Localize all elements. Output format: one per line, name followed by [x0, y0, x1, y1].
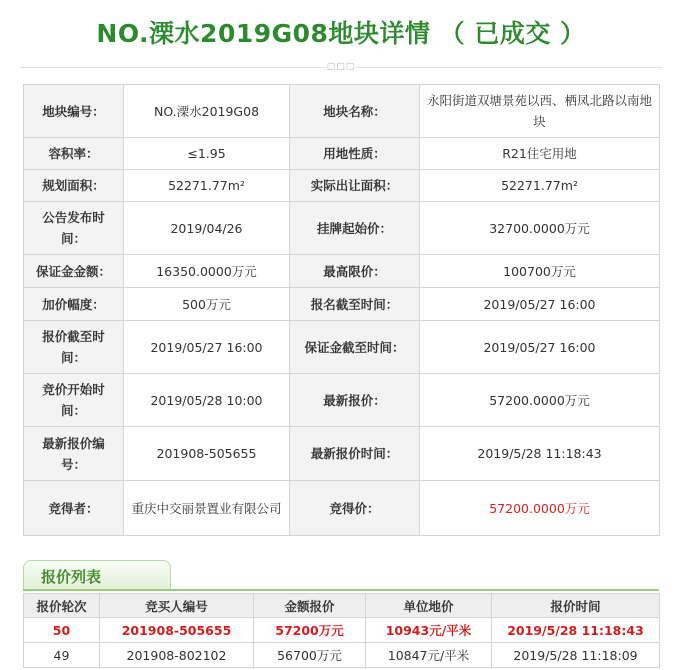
bid-time: 2019/5/28 11:18:09	[492, 643, 660, 668]
detail-label: 容积率：	[24, 138, 124, 170]
detail-label: 地块名称：	[290, 85, 420, 138]
detail-label: 报名截至时间：	[290, 288, 420, 321]
detail-value: NO.溧水2019G08	[124, 85, 290, 138]
detail-label: 保证金金额：	[24, 255, 124, 288]
detail-value: 16350.0000万元	[124, 255, 290, 288]
detail-value: 2019/05/27 16:00	[420, 288, 660, 321]
bid-list-underline	[23, 589, 659, 591]
detail-value: 201908-505655	[124, 427, 290, 481]
detail-row	[24, 255, 660, 288]
detail-value: 2019/04/26	[124, 202, 290, 255]
detail-row	[24, 481, 660, 536]
detail-label: 最高限价：	[290, 255, 420, 288]
detail-label: 最新报价：	[290, 374, 420, 427]
detail-value: 2019/05/27 16:00	[124, 321, 290, 374]
column-header: 单位地价	[366, 594, 492, 618]
detail-label: 加价幅度：	[24, 288, 124, 321]
detail-label: 竞价开始时间：	[24, 374, 124, 427]
unit-price: 10943元/平米	[366, 618, 492, 643]
detail-label: 竞得者：	[24, 481, 124, 536]
bid-header-row	[24, 594, 660, 618]
detail-row	[24, 427, 660, 481]
detail-row	[24, 170, 660, 202]
bid-amount: 57200万元	[254, 618, 366, 643]
detail-row	[24, 374, 660, 427]
bid-list-tab[interactable]	[23, 560, 171, 590]
bid-round: 50	[24, 618, 100, 643]
detail-label: 规划面积：	[24, 170, 124, 202]
winner-name: 重庆中交丽景置业有限公司	[124, 481, 290, 536]
detail-row	[24, 288, 660, 321]
detail-label: 实际出让面积：	[290, 170, 420, 202]
winning-price: 57200.0000万元	[420, 481, 660, 536]
bidder-id: 201908-505655	[100, 618, 254, 643]
detail-value: 100700万元	[420, 255, 660, 288]
detail-row	[24, 138, 660, 170]
bid-list-title: 报价列表	[41, 568, 102, 586]
detail-label: 最新报价时间：	[290, 427, 420, 481]
detail-value: ≤1.95	[124, 138, 290, 170]
detail-label: 竞得价：	[290, 481, 420, 536]
detail-value: 57200.0000万元	[420, 374, 660, 427]
column-header: 竞买人编号	[100, 594, 254, 618]
unit-price: 10847元/平米	[366, 643, 492, 668]
detail-label: 公告发布时间：	[24, 202, 124, 255]
detail-label: 最新报价编号：	[24, 427, 124, 481]
detail-value: 2019/05/28 10:00	[124, 374, 290, 427]
bid-round: 49	[24, 643, 100, 668]
parcel-detail-table	[23, 84, 660, 536]
bid-amount: 56700万元	[254, 643, 366, 668]
detail-value: 32700.0000万元	[420, 202, 660, 255]
detail-value: 500万元	[124, 288, 290, 321]
detail-value: 永阳街道双塘景苑以西、栖凤北路以南地块	[420, 85, 660, 138]
column-header: 金额报价	[254, 594, 366, 618]
detail-row	[24, 85, 660, 138]
detail-label: 用地性质：	[290, 138, 420, 170]
detail-value: 52271.77m²	[420, 170, 660, 202]
bid-list-table	[23, 593, 660, 668]
detail-label: 挂牌起始价：	[290, 202, 420, 255]
bid-time: 2019/5/28 11:18:43	[492, 618, 660, 643]
page-title: NO.溧水2019G08地块详情 （ 已成交 ）	[96, 19, 586, 48]
detail-label: 报价截至时间：	[24, 321, 124, 374]
detail-label: 保证金截至时间：	[290, 321, 420, 374]
detail-row	[24, 202, 660, 255]
bid-row	[24, 643, 660, 668]
detail-value: 52271.77m²	[124, 170, 290, 202]
column-header: 报价轮次	[24, 594, 100, 618]
detail-value: R21住宅用地	[420, 138, 660, 170]
bid-row-latest	[24, 618, 660, 643]
detail-label: 地块编号：	[24, 85, 124, 138]
column-header: 报价时间	[492, 594, 660, 618]
divider-ornament: □□□	[326, 62, 356, 72]
detail-value: 2019/05/27 16:00	[420, 321, 660, 374]
bidder-id: 201908-802102	[100, 643, 254, 668]
detail-row	[24, 321, 660, 374]
detail-value: 2019/5/28 11:18:43	[420, 427, 660, 481]
